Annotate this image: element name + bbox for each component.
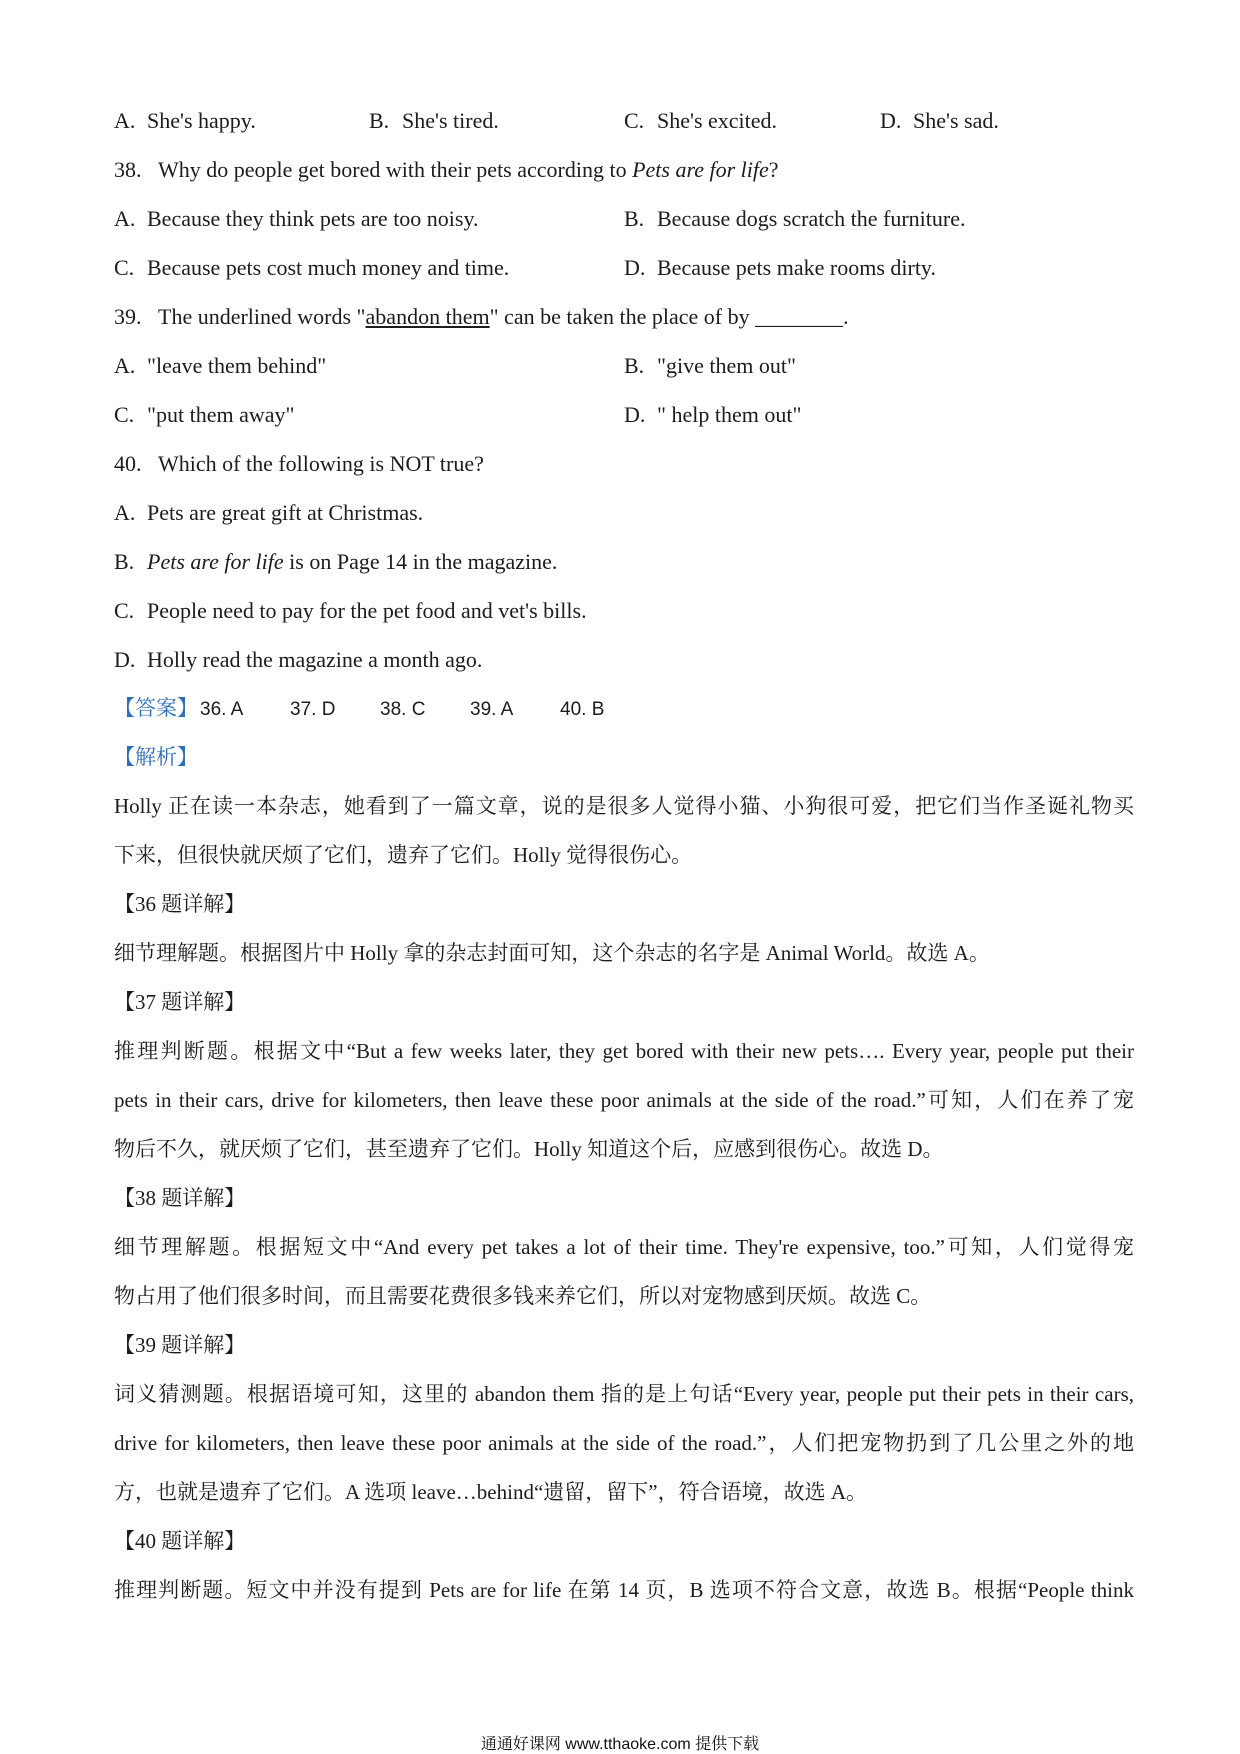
detail-line: pets in their cars, drive for kilometers, then leave these poor animals at the side of the road.”可知，人们在养了宠 — [114, 1088, 1134, 1112]
option-text: Because pets cost much money and time. — [147, 255, 510, 280]
option-text: She's sad. — [913, 108, 999, 133]
answer-item: 40. B — [560, 699, 605, 720]
question-text: The underlined words " — [158, 304, 366, 329]
q39-option-c — [114, 390, 294, 439]
q40-stem — [114, 439, 1134, 488]
option-text: She's tired. — [402, 108, 499, 133]
answer-line — [114, 684, 1134, 733]
option-text: Pets are great gift at Christmas. — [147, 500, 424, 525]
q40-option-c — [114, 586, 1134, 635]
option-text: She's happy. — [147, 108, 256, 133]
option-label: A. — [114, 108, 136, 133]
option-text: "give them out" — [657, 353, 796, 378]
q39-option-a — [114, 341, 326, 390]
answer-tag: 【答案】 — [114, 696, 198, 720]
article-title-italic: Pets are for life — [147, 549, 284, 574]
q37-option-c — [624, 96, 777, 145]
answer-item: 38. C — [380, 699, 426, 720]
option-label: C. — [114, 255, 135, 280]
option-label: D. — [624, 255, 646, 280]
underlined-words: abandon them — [365, 304, 490, 329]
option-text: Because they think pets are too noisy. — [147, 206, 479, 231]
question-number: 39. — [114, 304, 142, 329]
option-text: She's excited. — [657, 108, 778, 133]
detail-heading-37: 【37 题详解】 — [114, 990, 246, 1014]
q39-stem — [114, 292, 1134, 341]
q37-options — [114, 96, 1134, 145]
option-label: A. — [114, 500, 136, 525]
q38-option-b — [624, 194, 966, 243]
answer-item: 37. D — [290, 699, 336, 720]
option-label: A. — [114, 206, 136, 231]
question-text: Which of the following is NOT true? — [158, 451, 484, 476]
option-text: " help them out" — [657, 402, 802, 427]
option-label: B. — [369, 108, 390, 133]
article-title-italic: Pets are for life — [632, 157, 769, 182]
question-text-end: ? — [768, 157, 779, 182]
q37-option-a — [114, 96, 256, 145]
q39-option-b — [624, 341, 796, 390]
detail-line: 物占用了他们很多时间，而且需要花费很多钱来养它们，所以对宠物感到厌烦。故选 C。 — [114, 1284, 932, 1308]
q40-option-a — [114, 488, 1134, 537]
q38-options-row-1 — [114, 194, 1134, 243]
q39-options-row-1 — [114, 341, 1134, 390]
analysis-line: 下来，但很快就厌烦了它们，遗弃了它们。Holly 觉得很伤心。 — [114, 843, 693, 867]
q39-options-row-2 — [114, 390, 1134, 439]
answer-item: 36. A — [200, 699, 244, 720]
option-label: C. — [114, 402, 135, 427]
question-text: Why do people get bored with their pets according to — [158, 157, 633, 182]
answer-item: 39. A — [470, 699, 514, 720]
option-text: "put them away" — [147, 402, 295, 427]
page-footer: 通通好课网 www.tthaoke.com 提供下载 — [480, 1736, 760, 1753]
detail-line: 方，也就是遗弃了它们。A 选项 leave…behind“遗留，留下”，符合语境，故选 A。 — [114, 1480, 868, 1504]
detail-line: 词义猜测题。根据语境可知，这里的 abandon them 指的是上句话“Every year, people put their pets in their cars, — [114, 1382, 1134, 1406]
detail-line: 细节理解题。根据短文中“And every pet takes a lot of their time. They're expensive, too.”可知，人们觉得宠 — [114, 1235, 1134, 1259]
option-text: Because dogs scratch the furniture. — [657, 206, 966, 231]
question-number: 40. — [114, 451, 142, 476]
detail-line: 推理判断题。短文中并没有提到 Pets are for life 在第 14 页，B 选项不符合文意，故选 B。根据“People think — [114, 1578, 1134, 1602]
document-page — [114, 96, 1134, 1615]
option-label: D. — [114, 647, 136, 672]
q38-option-d — [624, 243, 936, 292]
q38-options-row-2 — [114, 243, 1134, 292]
q40-option-d — [114, 635, 1134, 684]
detail-line: drive for kilometers, then leave these poor animals at the side of the road.”，人们把宠物扔到了几公里之外的地 — [114, 1431, 1134, 1455]
q38-option-a — [114, 194, 479, 243]
question-text-end: " can be taken the place of by ________. — [489, 304, 849, 329]
option-text: People need to pay for the pet food and vet's bills. — [147, 598, 587, 623]
option-label: A. — [114, 353, 136, 378]
detail-line: 细节理解题。根据图片中 Holly 拿的杂志封面可知，这个杂志的名字是 Animal World。故选 A。 — [114, 941, 990, 965]
option-label: B. — [114, 549, 135, 574]
q37-option-b — [369, 96, 499, 145]
detail-heading-38: 【38 题详解】 — [114, 1186, 246, 1210]
q38-option-c — [114, 243, 509, 292]
option-text: is on Page 14 in the magazine. — [283, 549, 558, 574]
detail-heading-39: 【39 题详解】 — [114, 1333, 246, 1357]
detail-heading-36: 【36 题详解】 — [114, 892, 246, 916]
q39-option-d — [624, 390, 801, 439]
detail-line: 推理判断题。根据文中“But a few weeks later, they get bored with their new pets…. Every year, people put their — [114, 1039, 1134, 1063]
detail-heading-40: 【40 题详解】 — [114, 1529, 246, 1553]
detail-line: 物后不久，就厌烦了它们，甚至遗弃了它们。Holly 知道这个后，应感到很伤心。故选 D。 — [114, 1137, 944, 1161]
option-label: D. — [624, 402, 646, 427]
option-label: C. — [624, 108, 645, 133]
q40-option-b — [114, 537, 1134, 586]
option-label: D. — [880, 108, 902, 133]
question-number: 38. — [114, 157, 142, 182]
option-label: C. — [114, 598, 135, 623]
option-text: "leave them behind" — [147, 353, 327, 378]
analysis-line: Holly 正在读一本杂志，她看到了一篇文章，说的是很多人觉得小猫、小狗很可爱，把它们当作圣诞礼物买 — [114, 794, 1134, 818]
option-text: Holly read the magazine a month ago. — [147, 647, 483, 672]
q37-option-d — [880, 96, 999, 145]
analysis-tag: 【解析】 — [114, 745, 198, 769]
option-label: B. — [624, 206, 645, 231]
option-text: Because pets make rooms dirty. — [657, 255, 936, 280]
option-label: B. — [624, 353, 645, 378]
q38-stem — [114, 145, 1134, 194]
